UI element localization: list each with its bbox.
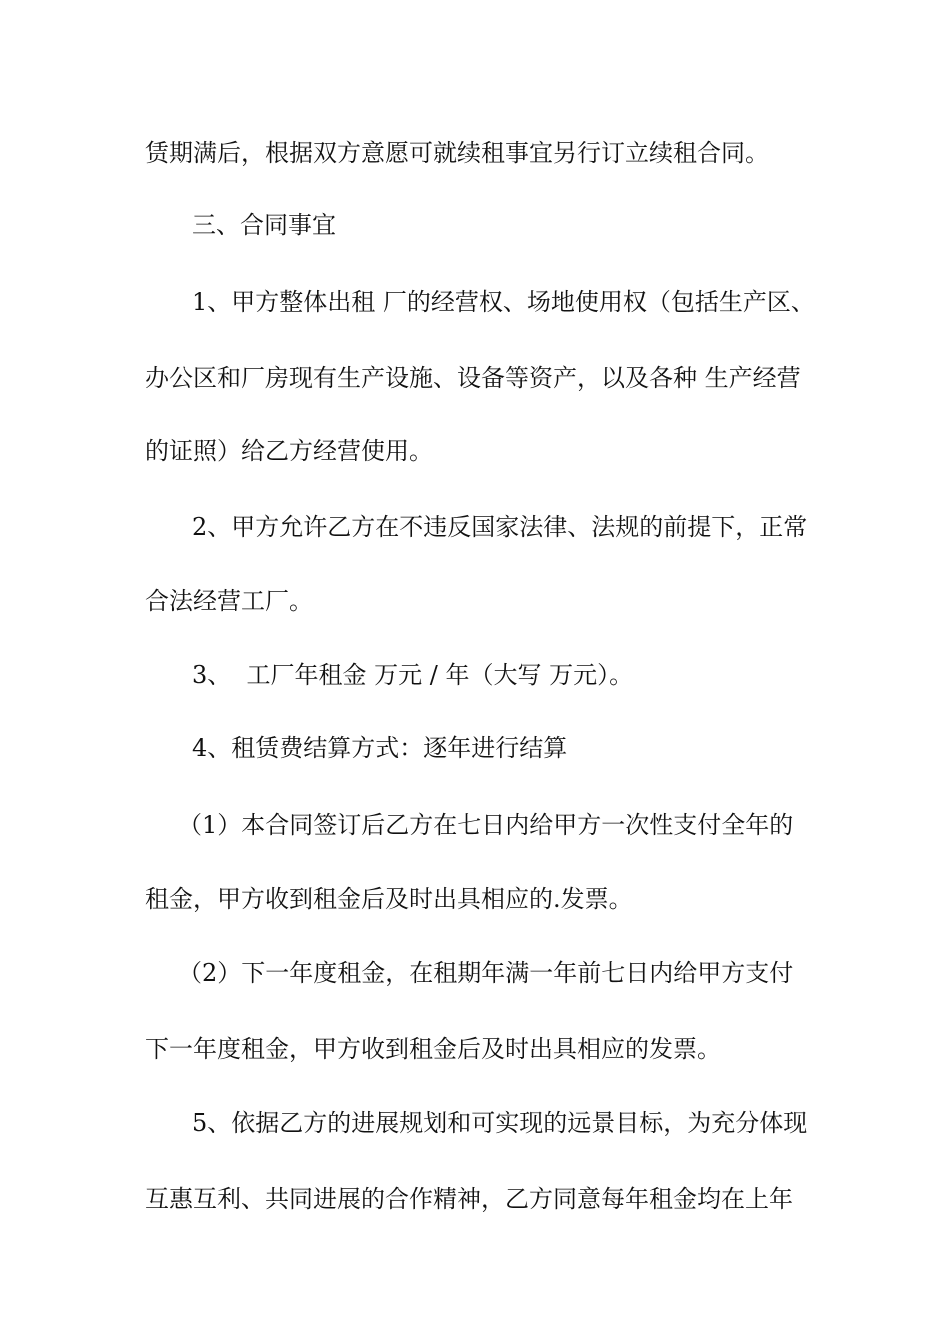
paragraph-line: 赁期满后，根据双方意愿可就续租事宜另行订立续租合同。 (145, 139, 769, 167)
clause-4-1-line: （1）本合同签订后乙方在七日内给甲方一次性支付全年的 (178, 811, 794, 839)
clause-1-line: 办公区和厂房现有生产设施、设备等资产，以及各种 生产经营 (145, 364, 801, 392)
clause-1-line: 的证照）给乙方经营使用。 (145, 437, 433, 465)
clause-5-line: 互惠互利、共同进展的合作精神，乙方同意每年租金均在上年 (145, 1185, 793, 1213)
clause-5-line: 5、依据乙方的进展规划和可实现的远景目标，为充分体现 (192, 1109, 808, 1137)
section-heading: 三、合同事宜 (192, 211, 336, 239)
clause-4-line: 4、租赁费结算方式：逐年进行结算 (192, 734, 568, 762)
clause-4-1-line: 租金，甲方收到租金后及时出具相应的.发票。 (145, 885, 633, 913)
clause-1-line: 1、甲方整体出租 厂的经营权、场地使用权（包括生产区、 (192, 288, 815, 316)
clause-4-2-line: 下一年度租金，甲方收到租金后及时出具相应的发票。 (145, 1035, 721, 1063)
clause-2-line: 2、甲方允许乙方在不违反国家法律、法规的前提下，正常 (192, 513, 808, 541)
clause-3-line: 3、 工厂年租金 万元 / 年（大写 万元）。 (192, 661, 634, 689)
clause-2-line: 合法经营工厂。 (145, 587, 313, 615)
clause-4-2-line: （2）下一年度租金，在租期年满一年前七日内给甲方支付 (178, 959, 794, 987)
